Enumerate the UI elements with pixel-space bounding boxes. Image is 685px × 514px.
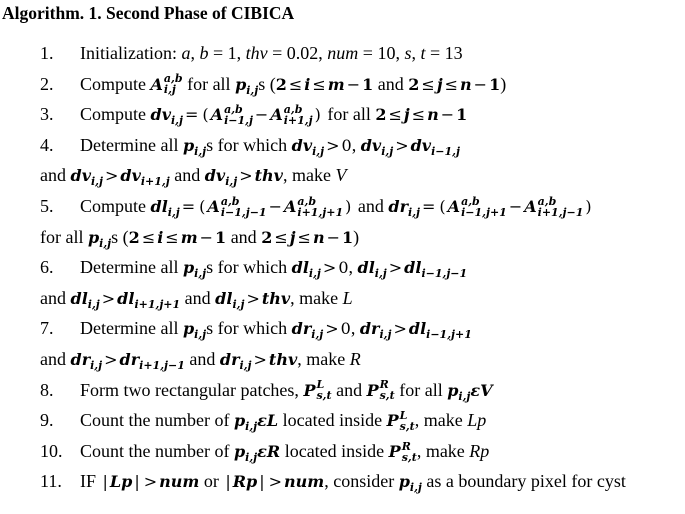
- step-text: Compute A a,b i,j for all $p_{i,j}s$ (2 ≤ i ≤ m − 1 and 2 ≤ j ≤ n − 1): [80, 72, 507, 97]
- step-number: 1.: [40, 43, 54, 63]
- step-number: 4.: [40, 134, 54, 155]
- step-text: Determine all $p_{i,j}s$ for which $dr_{i,j} > 0$, $dr_{i,j} > dl_{i-1,j+1}$: [80, 318, 472, 342]
- step-number: 8.: [40, 379, 54, 400]
- step-number: 2.: [40, 73, 54, 94]
- step-text: and $dv_{i,j} > dv_{i+1,j}$ and $dv_{i,j}$ > thv, make V: [40, 165, 347, 189]
- step-text: Count the number of $p_{i,j}\varepsilon L$ located inside P L s,t , make Lp: [80, 409, 487, 434]
- step-number: 5.: [40, 195, 54, 216]
- step-11: [0, 466, 685, 497]
- step-9: [0, 405, 685, 436]
- step-number: 7.: [40, 318, 54, 339]
- step-4: [0, 130, 685, 161]
- step-3: [0, 99, 685, 130]
- algorithm-steps: [0, 38, 685, 497]
- step-number: 10.: [40, 440, 63, 461]
- step-text: Determine all $p_{i,j}s$ for which $dl_{i,j} > 0$, $dl_{i,j} > dl_{i-1,j-1}$: [80, 257, 468, 281]
- step-text: Count the number of $p_{i,j}\varepsilon R$ located inside P R s,t , make Rp: [80, 439, 490, 464]
- step-text: Compute $dv_{i,j}$ = ( A a,b i−1,j − A a,b i+1,j ) for all 2 ≤ j ≤ n − 1: [80, 103, 468, 128]
- step-5: [0, 191, 685, 222]
- step-number: 11.: [40, 471, 62, 492]
- step-6-continued: [0, 283, 685, 314]
- step-4-continued: [0, 160, 685, 191]
- step-5-continued: [0, 222, 685, 253]
- step-text: and $dr_{i,j} > dr_{i+1,j-1}$ and $dr_{i,j}$ > thv, make R: [40, 348, 361, 372]
- step-7: [0, 313, 685, 344]
- step-7-continued: [0, 344, 685, 375]
- step-10: [0, 436, 685, 467]
- step-number: 9.: [40, 410, 54, 431]
- step-8: [0, 375, 685, 406]
- step-6: [0, 252, 685, 283]
- step-text: Form two rectangular patches, P L s,t and P R s,t for all $p_{i,j}\varepsilon V$: [80, 378, 493, 403]
- step-text: Initialization: a, b = 1, thv = 0.02, num = 10, s, t = 13: [80, 43, 463, 63]
- step-text: and $dl_{i,j} > dl_{i+1,j+1}$ and $dl_{i,j}$ > thv, make L: [40, 287, 353, 311]
- step-text: for all $p_{i,j}s$ (2 ≤ i ≤ m − 1 and 2 ≤ j ≤ n − 1): [40, 226, 360, 250]
- step-text: Compute $dl_{i,j}$ = ( A a,b i−1,j−1 − A a,b i+1,j+1 ) and $dr_{i,j}$ = ( A a,b i−1,j+1 − A a,b i+1,j−1 ): [80, 194, 592, 219]
- step-1: [0, 38, 685, 69]
- step-text: IF | Lp | > num or | Rp | > num, consider $p_{i,j}$ as a boundary pixel for cyst: [80, 471, 626, 495]
- step-2: [0, 69, 685, 100]
- step-number: 6.: [40, 257, 54, 278]
- algorithm-title: Algorithm. 1. Second Phase of CIBICA: [2, 3, 295, 23]
- step-text: Determine all $p_{i,j}s$ for which $dv_{i,j} > 0$, $dv_{i,j} > dv_{i-1,j}$: [80, 134, 460, 158]
- step-number: 3.: [40, 104, 54, 125]
